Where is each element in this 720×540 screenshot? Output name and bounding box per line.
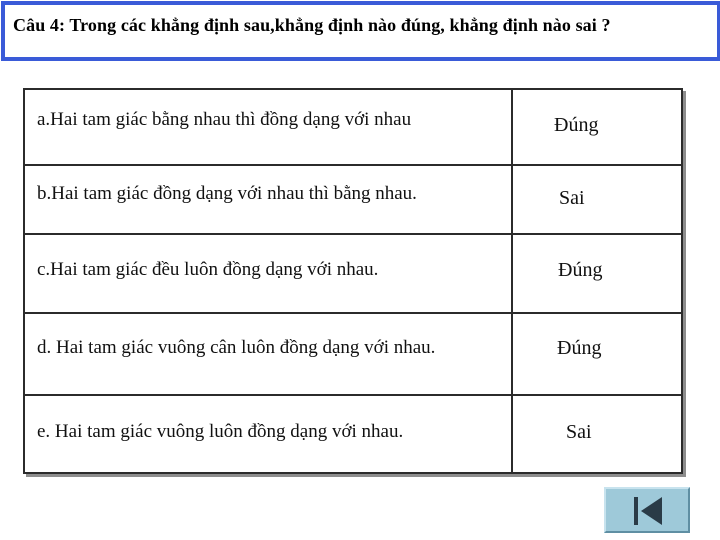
question-box bbox=[1, 1, 720, 61]
statement-a: a.Hai tam giác bằng nhau thì đồng dạng với nhau bbox=[37, 109, 412, 130]
statement-c: c.Hai tam giác đều luôn đồng dạng với nhau. bbox=[37, 259, 379, 280]
verdict-d: Đúng bbox=[557, 337, 602, 359]
column-divider bbox=[511, 90, 513, 472]
row-divider bbox=[25, 394, 681, 396]
verdict-b: Sai bbox=[559, 187, 585, 209]
statement-b: b.Hai tam giác đồng dạng với nhau thì bằng nhau. bbox=[37, 183, 417, 204]
skip-to-start-icon bbox=[632, 495, 664, 527]
verdict-c: Đúng bbox=[558, 259, 603, 281]
row-divider bbox=[25, 233, 681, 235]
question-title: Câu 4: Trong các khẳng định sau,khẳng định nào đúng, khẳng định nào sai ? bbox=[13, 15, 611, 35]
row-divider bbox=[25, 312, 681, 314]
first-slide-button[interactable] bbox=[604, 487, 690, 533]
statement-e: e. Hai tam giác vuông luôn đồng dạng với nhau. bbox=[37, 421, 404, 442]
verdict-e: Sai bbox=[566, 421, 592, 443]
verdict-a: Đúng bbox=[554, 114, 599, 136]
row-divider bbox=[25, 164, 681, 166]
statement-d: d. Hai tam giác vuông cân luôn đồng dạng với nhau. bbox=[37, 337, 436, 358]
answer-table bbox=[23, 88, 683, 474]
